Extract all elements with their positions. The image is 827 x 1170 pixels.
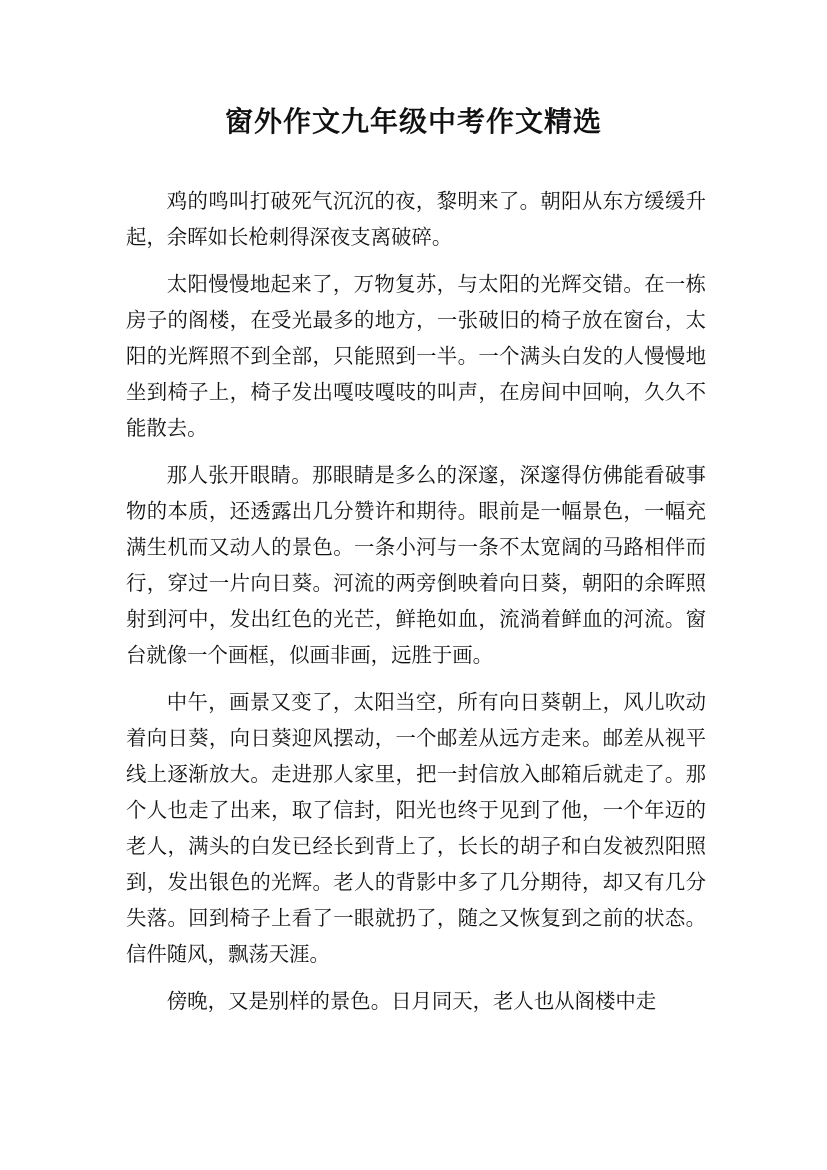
document-body (126, 183, 706, 1030)
document-title: 窗外作文九年级中考作文精选 (224, 105, 602, 138)
paragraph: 中午，画景又变了，太阳当空，所有向日葵朝上，风儿吹动着向日葵，向日葵迎风摆动，一个邮差从远方走来。邮差从视平线上逐渐放大。走进那人家里，把一封信放入邮箱后就走了。那个人也走了出来，取了信封，阳光也终于见到了他，一个年迈的老人，满头的白发已经长到背上了，长长的胡子和白发被烈阳照到，发出银色的光辉。老人的背影中多了几分期待，却又有几分失落。回到椅子上看了一眼就扔了，随之又恢复到之前的状态。信件随风，飘荡天涯。 (126, 690, 706, 966)
paragraph: 那人张开眼睛。那眼睛是多么的深邃，深邃得仿佛能看破事物的本质，还透露出几分赞许和期待。眼前是一幅景色，一幅充满生机而又动人的景色。一条小河与一条不太宽阔的马路相伴而行，穿过一片向日葵。河流的两旁倒映着向日葵，朝阳的余晖照射到河中，发出红色的光芒，鲜艳如血，流淌着鲜血的河流。窗台就像一个画框，似画非画，远胜于画。 (126, 463, 706, 667)
paragraph: 傍晚，又是别样的景色。日月同天，老人也从阁楼中走 (166, 989, 657, 1013)
paragraph: 鸡的鸣叫打破死气沉沉的夜，黎明来了。朝阳从东方缓缓升起，余晖如长枪刺得深夜支离破碎。 (126, 189, 706, 249)
paragraph: 太阳慢慢地起来了，万物复苏，与太阳的光辉交错。在一栋房子的阁楼，在受光最多的地方，一张破旧的椅子放在窗台，太阳的光辉照不到全部，只能照到一半。一个满头白发的人慢慢地坐到椅子上，椅子发出嘎吱嘎吱的叫声，在房间中回响，久久不能散去。 (126, 272, 706, 440)
